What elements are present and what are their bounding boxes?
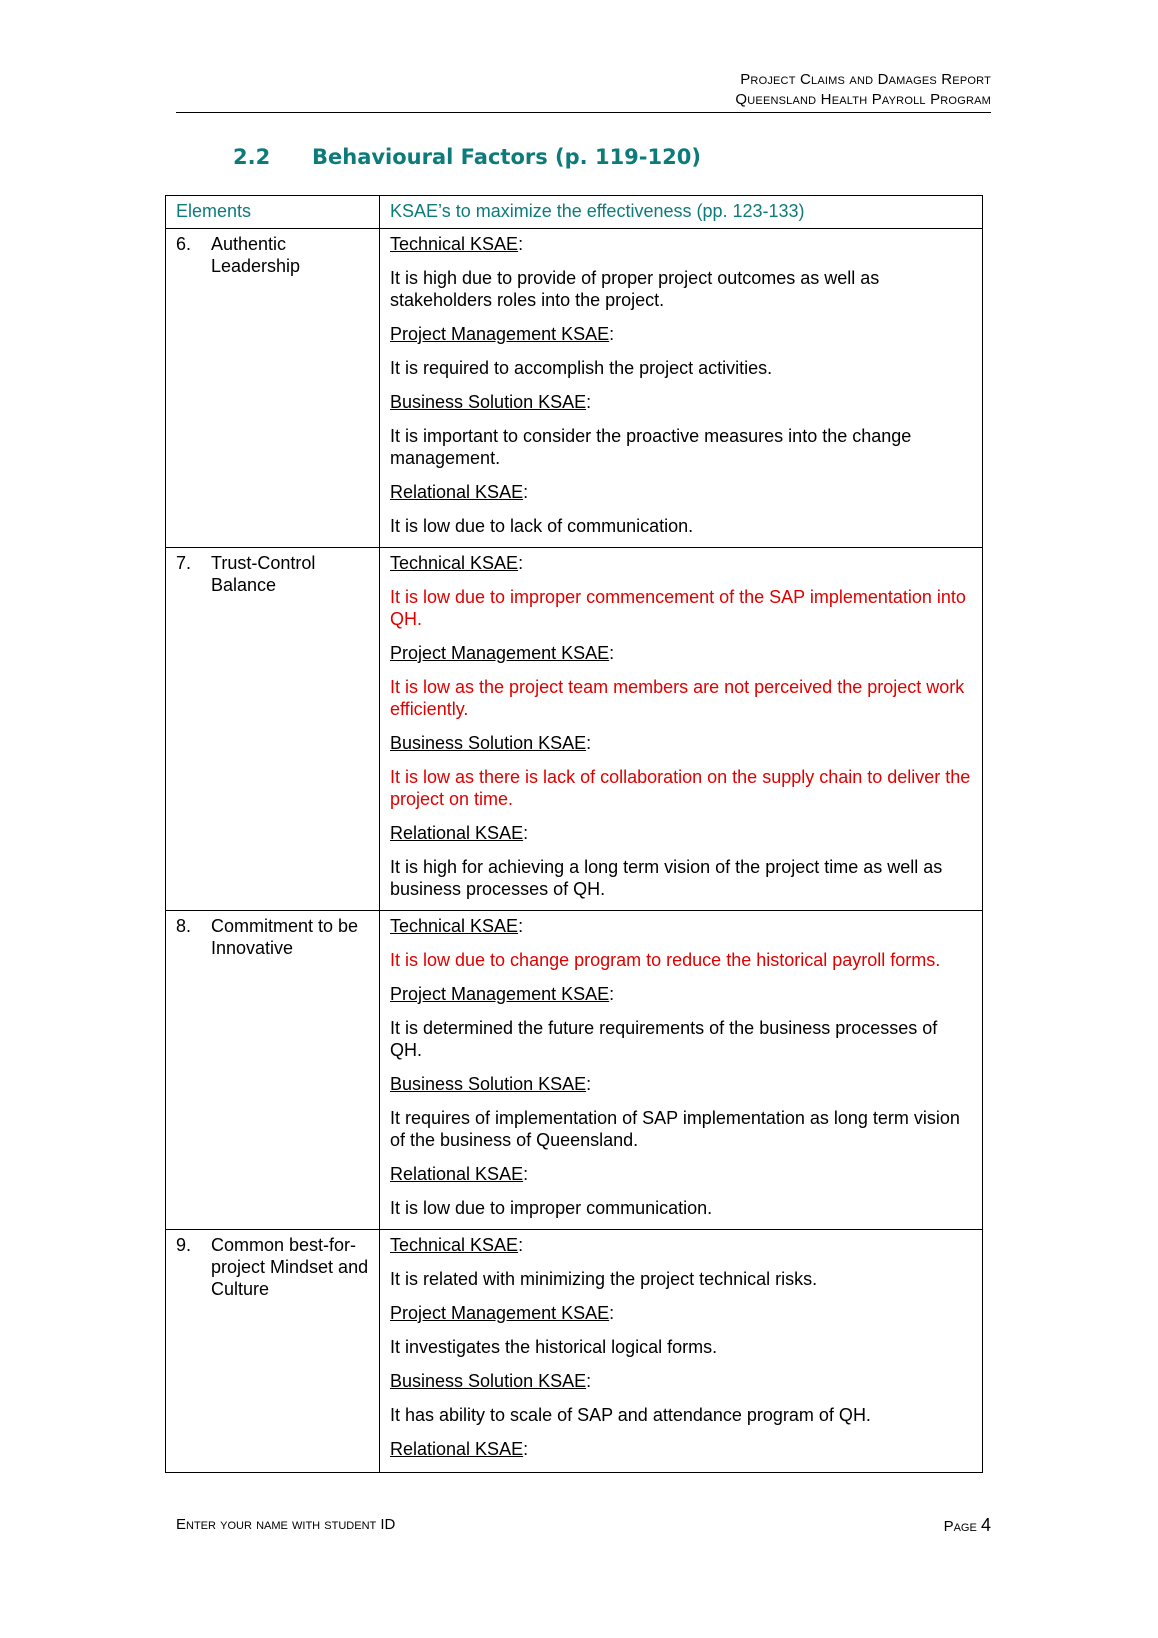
ksae-label: Business Solution KSAE: (390, 1074, 592, 1094)
element-number: 6. (176, 234, 192, 254)
ksae-text: It is important to consider the proactive measures into the change management. (390, 426, 912, 468)
ksae-text: It is low as the project team members are not perceived the project work efficiently. (390, 677, 965, 719)
table-row (166, 911, 983, 1230)
ksae-text: It is high due to provide of proper project outcomes as well as stakeholders roles into the project. (390, 268, 880, 310)
ksae-cell (380, 548, 983, 911)
ksae-label: Business Solution KSAE: (390, 733, 592, 753)
ksae-text: It has ability to scale of SAP and attendance program of QH. (390, 1405, 871, 1425)
page-label: Page (943, 1518, 977, 1535)
ksae-label: Project Management KSAE: (390, 643, 615, 663)
section-heading (233, 145, 701, 169)
ksae-cell (380, 229, 983, 548)
ksae-text: It is required to accomplish the project activities. (390, 358, 773, 378)
page-number: 4 (980, 1515, 991, 1535)
ksae-label: Relational KSAE: (390, 823, 529, 843)
element-cell (166, 911, 380, 1230)
ksae-label: Relational KSAE: (390, 482, 529, 502)
ksae-text: It is low due to change program to reduce the historical payroll forms. (390, 950, 941, 970)
ksae-text: It is low as there is lack of collaboration on the supply chain to deliver the project on time. (390, 767, 971, 809)
page-indicator (944, 1515, 991, 1537)
ksae-label: Business Solution KSAE: (390, 1371, 592, 1391)
ksae-label: Technical KSAE: (390, 553, 524, 573)
table-header-row (166, 196, 983, 229)
ksae-text: It investigates the historical logical forms. (390, 1337, 718, 1357)
element-cell (166, 548, 380, 911)
ksae-text: It is determined the future requirements of the business processes of QH. (390, 1018, 938, 1060)
ksae-label: Technical KSAE: (390, 916, 524, 936)
ksae-label: Project Management KSAE: (390, 1303, 615, 1323)
ksae-text: It is related with minimizing the project technical risks. (390, 1269, 818, 1289)
ksae-label: Business Solution KSAE: (390, 392, 592, 412)
element-number: 8. (176, 916, 192, 936)
ksae-label: Project Management KSAE: (390, 984, 615, 1004)
table-row (166, 229, 983, 548)
element-name: Trust-Control Balance (211, 553, 316, 595)
table-row (166, 548, 983, 911)
ksae-label: Project Management KSAE: (390, 324, 615, 344)
table-row (166, 1230, 983, 1473)
element-name: Authentic Leadership (211, 234, 301, 276)
ksae-text: It is low due to improper commencement of the SAP implementation into QH. (390, 587, 966, 629)
element-number: 9. (176, 1235, 192, 1255)
ksae-text: It is low due to lack of communication. (390, 516, 694, 536)
ksae-label: Technical KSAE: (390, 234, 524, 254)
header-program-title: Queensland Health Payroll Program (735, 91, 991, 108)
element-number: 7. (176, 553, 192, 573)
ksae-cell (380, 911, 983, 1230)
element-name: Commitment to be Innovative (211, 916, 359, 958)
ksae-label: Relational KSAE: (390, 1164, 529, 1184)
elements-column-header: Elements (166, 196, 380, 229)
element-cell (166, 1230, 380, 1473)
header-report-title: Project Claims and Damages Report (740, 71, 991, 88)
ksae-cell (380, 1230, 983, 1473)
page-header (176, 70, 991, 113)
behavioural-factors-table (165, 195, 983, 1473)
element-cell (166, 229, 380, 548)
ksae-label: Technical KSAE: (390, 1235, 524, 1255)
element-name: Common best-for-project Mindset and Culture (211, 1235, 369, 1299)
ksae-text: It requires of implementation of SAP implementation as long term vision of the business of Queensland. (390, 1108, 960, 1150)
section-title-text: Behavioural Factors (p. 119-120) (312, 145, 701, 169)
ksae-column-header: KSAE’s to maximize the effectiveness (pp. 123-133) (380, 196, 983, 229)
ksae-text: It is low due to improper communication. (390, 1198, 713, 1218)
page-footer (176, 1515, 991, 1537)
section-number: 2.2 (233, 145, 271, 169)
footer-student-placeholder: Enter your name with student ID (176, 1516, 396, 1533)
ksae-label: Relational KSAE: (390, 1439, 529, 1459)
ksae-text: It is high for achieving a long term vision of the project time as well as business processes of QH. (390, 857, 943, 899)
